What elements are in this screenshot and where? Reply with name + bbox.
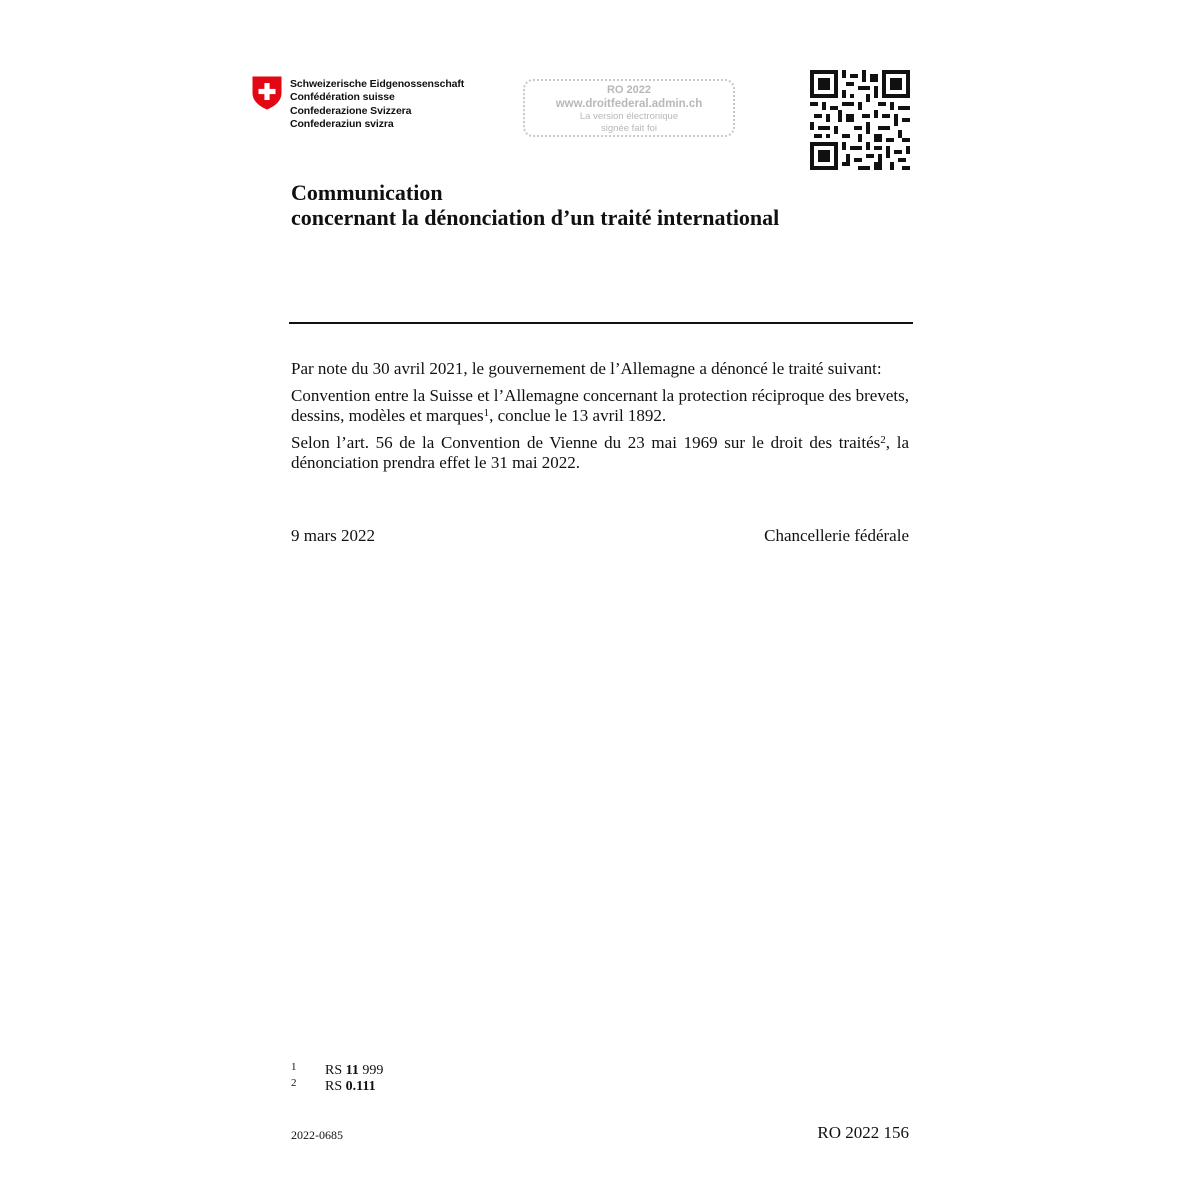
confederation-logo	[252, 76, 464, 132]
vienna-text: Selon l’art. 56 de la Convention de Vienne du 23 mai 1969 sur le droit des traités	[291, 433, 881, 452]
signature-row	[291, 526, 909, 546]
ro-reference: RO 2022 156	[817, 1123, 909, 1142]
electronic-version-stamp	[523, 79, 735, 137]
logo-line-rm: Confederaziun svizra	[290, 118, 394, 131]
logo-line-de: Schweizerische Eidgenossenschaft	[290, 78, 465, 90]
footnote-bold: 11	[345, 1063, 359, 1078]
title-line-2: concernant la dénonciation d’un traité international	[291, 205, 780, 230]
confederation-names	[290, 78, 464, 132]
footnote-number: 2	[291, 1076, 297, 1089]
footnote-prefix: RS	[325, 1078, 346, 1094]
footnote-ref-2: 2	[880, 434, 886, 446]
footnote-bold: 0.111	[345, 1078, 376, 1094]
stamp-note-1: La version électronique	[579, 111, 679, 122]
qr-code-icon	[810, 70, 910, 170]
stamp-url: www.droitfederal.admin.ch	[555, 98, 703, 110]
footnote-suffix: 999	[358, 1063, 384, 1078]
signature-authority: Chancellerie fédérale	[764, 526, 909, 545]
footnote-2	[291, 1076, 383, 1095]
stamp-note-2: signée fait foi	[601, 122, 657, 134]
effect-date-text: , la dénonciation prendra effet le 31 mai 2022.	[291, 433, 909, 472]
document-number: 2022-0685	[291, 1128, 343, 1142]
document-body	[291, 359, 909, 480]
logo-line-fr: Confédération suisse	[290, 91, 395, 104]
convention-date-text: , conclue le 13 avril 1892.	[489, 406, 667, 425]
document-title	[291, 180, 779, 230]
title-divider	[289, 322, 913, 324]
footnote-text	[325, 1079, 376, 1095]
stamp-ro: RO 2022	[606, 84, 652, 96]
footnote-ref-1: 1	[483, 407, 490, 419]
title-line-1: Communication	[291, 180, 443, 205]
logo-line-it: Confederazione Svizzera	[290, 104, 412, 117]
footnotes	[291, 1063, 383, 1094]
paragraph-convention	[291, 386, 909, 426]
paragraph-effect	[291, 433, 909, 473]
footnote-text	[325, 1063, 383, 1079]
footnote-number: 1	[291, 1061, 297, 1073]
paragraph-note: Par note du 30 avril 2021, le gouvernement de l’Allemagne a dénoncé le traité suivant:	[291, 359, 882, 378]
signature-date: 9 mars 2022	[291, 526, 376, 545]
swiss-shield-icon	[252, 76, 282, 110]
convention-text: Convention entre la Suisse et l’Allemagne concernant la protection réciproque des brevets, dessins, modèles et marques	[291, 386, 909, 425]
footnote-prefix: RS	[325, 1063, 346, 1078]
